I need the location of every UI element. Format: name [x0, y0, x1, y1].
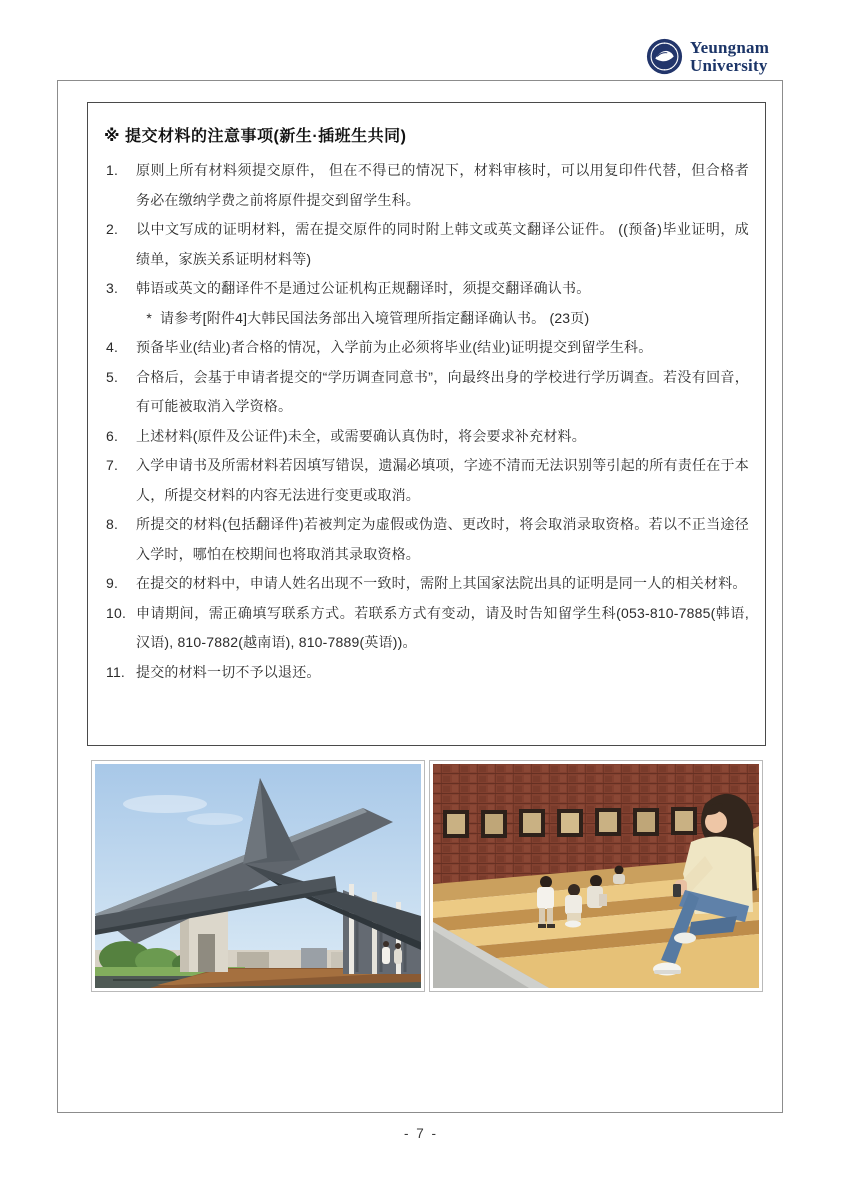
- students-illustration: [433, 764, 759, 988]
- item-number: 2.: [106, 221, 119, 237]
- university-seal-icon: [646, 38, 683, 75]
- notice-item-2: [102, 215, 749, 274]
- page-number: - 7 -: [403, 1126, 438, 1141]
- photo-row: [91, 760, 763, 992]
- item-number: 3.: [106, 280, 119, 296]
- item-number: 7.: [106, 457, 119, 473]
- university-logo: [646, 38, 769, 75]
- item-number: 4.: [106, 339, 119, 355]
- notice-item-5: [102, 363, 749, 422]
- item-number: 11.: [106, 663, 126, 680]
- campus-architecture-illustration: [95, 764, 421, 988]
- notice-item-8: [102, 510, 749, 569]
- note-marker: *: [146, 309, 152, 326]
- campus-architecture-photo: [91, 760, 425, 992]
- notice-item-9: [102, 569, 749, 599]
- notice-item-4: [102, 333, 749, 363]
- item-text: 原则上所有材料须提交原件， 但在不得已的情况下，材料审核时，可以用复印件代替，但合格者务必在缴纳学费之前将原件提交到留学生科。: [136, 162, 749, 208]
- notice-title: ※ 提交材料的注意事项(新生·插班生共同): [104, 128, 407, 145]
- item-text: 在提交的材料中，申请人姓名出现不一致时，需附上其国家法院出具的证明是同一人的相关材料。: [136, 575, 747, 591]
- item-text: 所提交的材料(包括翻译件)若被判定为虚假或伪造、更改时，将会取消录取资格。若以不正当途径入学时，哪怕在校期间也将取消其录取资格。: [136, 516, 749, 562]
- item-number: 9.: [106, 575, 119, 591]
- item-number: 5.: [106, 368, 119, 385]
- notice-box: [87, 102, 766, 746]
- item-text: 合格后，会基于申请者提交的“学历调查同意书”，向最终出身的学校进行学历调查。若没有回音，有可能被取消入学资格。: [136, 368, 749, 414]
- notice-item-3: [102, 274, 749, 304]
- notice-item-10: [102, 599, 749, 658]
- item-text: 预备毕业(结业)者合格的情况，入学前为止必须将毕业(结业)证明提交到留学生科。: [136, 339, 653, 355]
- notice-item-7: [102, 451, 749, 510]
- item-text: 提交的材料一切不予以退还。: [136, 663, 321, 680]
- notice-item-11: [102, 658, 749, 688]
- item-text: 上述材料(原件及公证件)未全，或需要确认真伪时，将会要求补充材料。: [136, 427, 586, 444]
- university-name-line1: Yeungnam: [690, 37, 770, 57]
- item-number: 10.: [106, 604, 127, 621]
- item-text: 申请期间，需正确填写联系方式。若联系方式有变动，请及时告知留学生科(053-810-7885(韩语,汉语), 810-7882(越南语), 810-7889(英语))。: [136, 604, 749, 650]
- university-name: [690, 39, 769, 75]
- item-text: 以中文写成的证明材料，需在提交原件的同时附上韩文或英文翻译公证件。 ((预备)毕业证明，成绩单，家族关系证明材料等): [136, 221, 749, 267]
- university-name-line2: University: [690, 55, 768, 75]
- notice-item-3-note: [102, 304, 749, 334]
- item-text: 韩语或英文的翻译件不是通过公证机构正规翻译时，须提交翻译确认书。: [136, 280, 591, 296]
- item-number: 1.: [106, 162, 119, 178]
- students-on-wooden-steps-photo: [429, 760, 763, 992]
- item-number: 6.: [106, 427, 119, 444]
- note-text: 请参考[附件4]大韩民国法务部出入境管理所指定翻译确认书。 (23页): [160, 309, 590, 326]
- notice-item-6: [102, 422, 749, 452]
- notice-item-1: [102, 156, 749, 215]
- item-number: 8.: [106, 516, 119, 532]
- item-text: 入学申请书及所需材料若因填写错误，遗漏必填项，字迹不清而无法识别等引起的所有责任在于本人，所提交材料的内容无法进行变更或取消。: [136, 457, 749, 503]
